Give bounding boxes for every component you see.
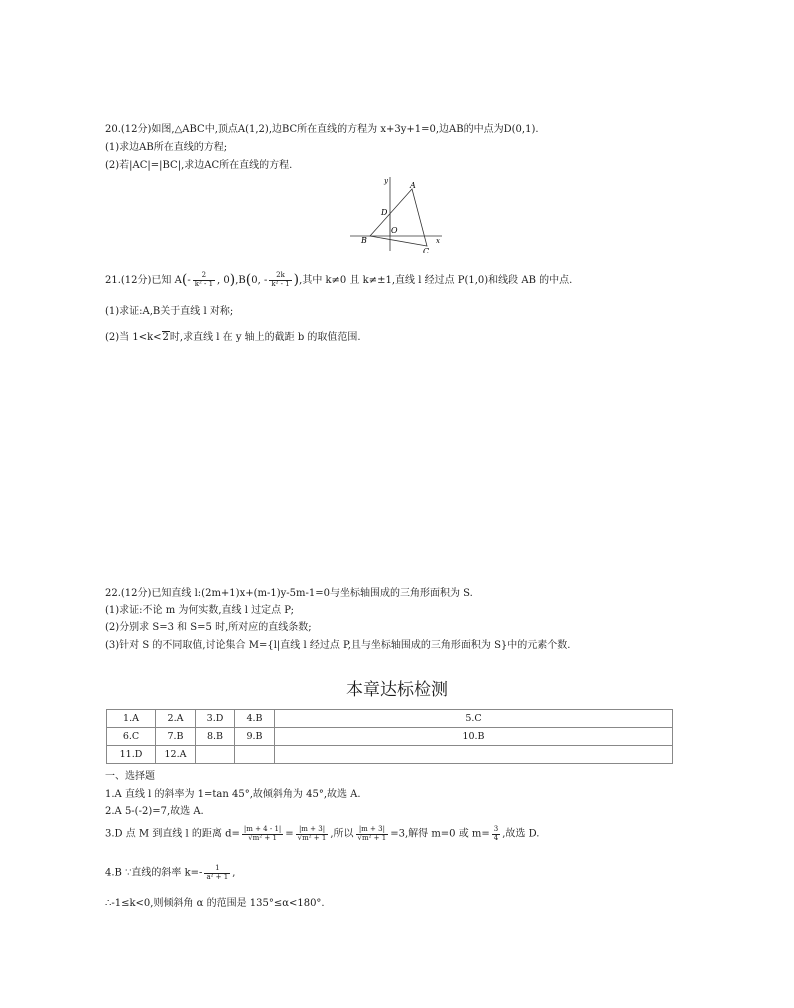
- q21-frac-a: $\frac{2}{\text{k² - 1}}$: [194, 271, 214, 288]
- solution-4: 4.B ∵直线的斜率 k=- $\frac{1}{\text{a² + 1}}$ ,: [105, 864, 236, 881]
- solution-3: 3.D 点 M 到直线 l 的距离 d= $\frac{|m + 4 - 1|}{\text{√m² + 1}}$ = $\frac{|m + 3|}{\text{√m² + 1}}$ ,所以 $\frac{|m + 3|}{\text{√m² + 1}}$ =3,解得 m=0 或 m= $\frac{3}{4}$ ,故选 D.: [105, 825, 540, 842]
- q21-part2: (2)当 1<k<2时,求直线 l 在 y 轴上的截距 b 的取值范围.: [105, 332, 361, 343]
- point-a-label: A: [410, 181, 416, 190]
- point-d-label: D: [381, 208, 388, 217]
- answer-table: [106, 709, 673, 764]
- table-row: 1.A 2.A 3.D 4.B 5.C: [107, 710, 673, 728]
- origin-label: O: [391, 226, 398, 235]
- table-row: 6.C 7.B 8.B 9.B 10.B: [107, 728, 673, 746]
- x-axis-label: x: [436, 237, 440, 245]
- y-axis-label: y: [384, 177, 388, 185]
- q21-part1: (1)求证:A,B关于直线 l 对称;: [105, 306, 234, 317]
- solution-2: 2.A 5-(-2)=7,故选 A.: [105, 806, 204, 817]
- triangle-figure: [350, 173, 450, 253]
- q22-part2: (2)分别求 S=3 和 S=5 时,所对应的直线条数;: [105, 622, 312, 633]
- q20-part2: (2)若|AC|=|BC|,求边AC所在直线的方程.: [105, 160, 293, 171]
- q22-stem: 22.(12分)已知直线 l:(2m+1)x+(m-1)y-5m-1=0与坐标轴围成的三角形面积为 S.: [105, 588, 473, 599]
- section-title: 本章达标检测: [346, 680, 448, 700]
- q22-part3: (3)针对 S 的不同取值,讨论集合 M={l|直线 l 经过点 P,且与坐标轴围成的三角形面积为 S}中的元素个数.: [105, 640, 571, 651]
- q21-lead: 21.(12分)已知 A: [105, 274, 182, 286]
- table-row: 11.D 12.A: [107, 746, 673, 764]
- solution-1: 1.A 直线 l 的斜率为 1=tan 45°,故倾斜角为 45°,故选 A.: [105, 789, 361, 800]
- solutions-heading: 一、选择题: [105, 771, 155, 782]
- triangle-abc: [370, 189, 427, 246]
- solution-4-conclusion: ∴-1≤k<0,则倾斜角 α 的范围是 135°≤α<180°.: [105, 898, 325, 909]
- q20-stem: 20.(12分)如图,△ABC中,顶点A(1,2),边BC所在直线的方程为 x+3y+1=0,边AB的中点为D(0,1).: [105, 124, 539, 135]
- q20-part1: (1)求边AB所在直线的方程;: [105, 142, 228, 153]
- point-c-label: C: [423, 247, 430, 253]
- q21-stem: 21.(12分)已知 A(- $\frac{2}{\text{k² - 1}}$ , 0),B(0, - $\frac{2k}{\text{k² - 1}}$ ),其中 k≠0 且 k≠±1,直线 l 经过点 P(1,0)和线段 AB 的中点.: [105, 271, 573, 288]
- point-b-label: B: [361, 236, 367, 245]
- q21-frac-b: $\frac{2k}{\text{k² - 1}}$: [271, 271, 290, 288]
- q22-part1: (1)求证:不论 m 为何实数,直线 l 过定点 P;: [105, 605, 295, 616]
